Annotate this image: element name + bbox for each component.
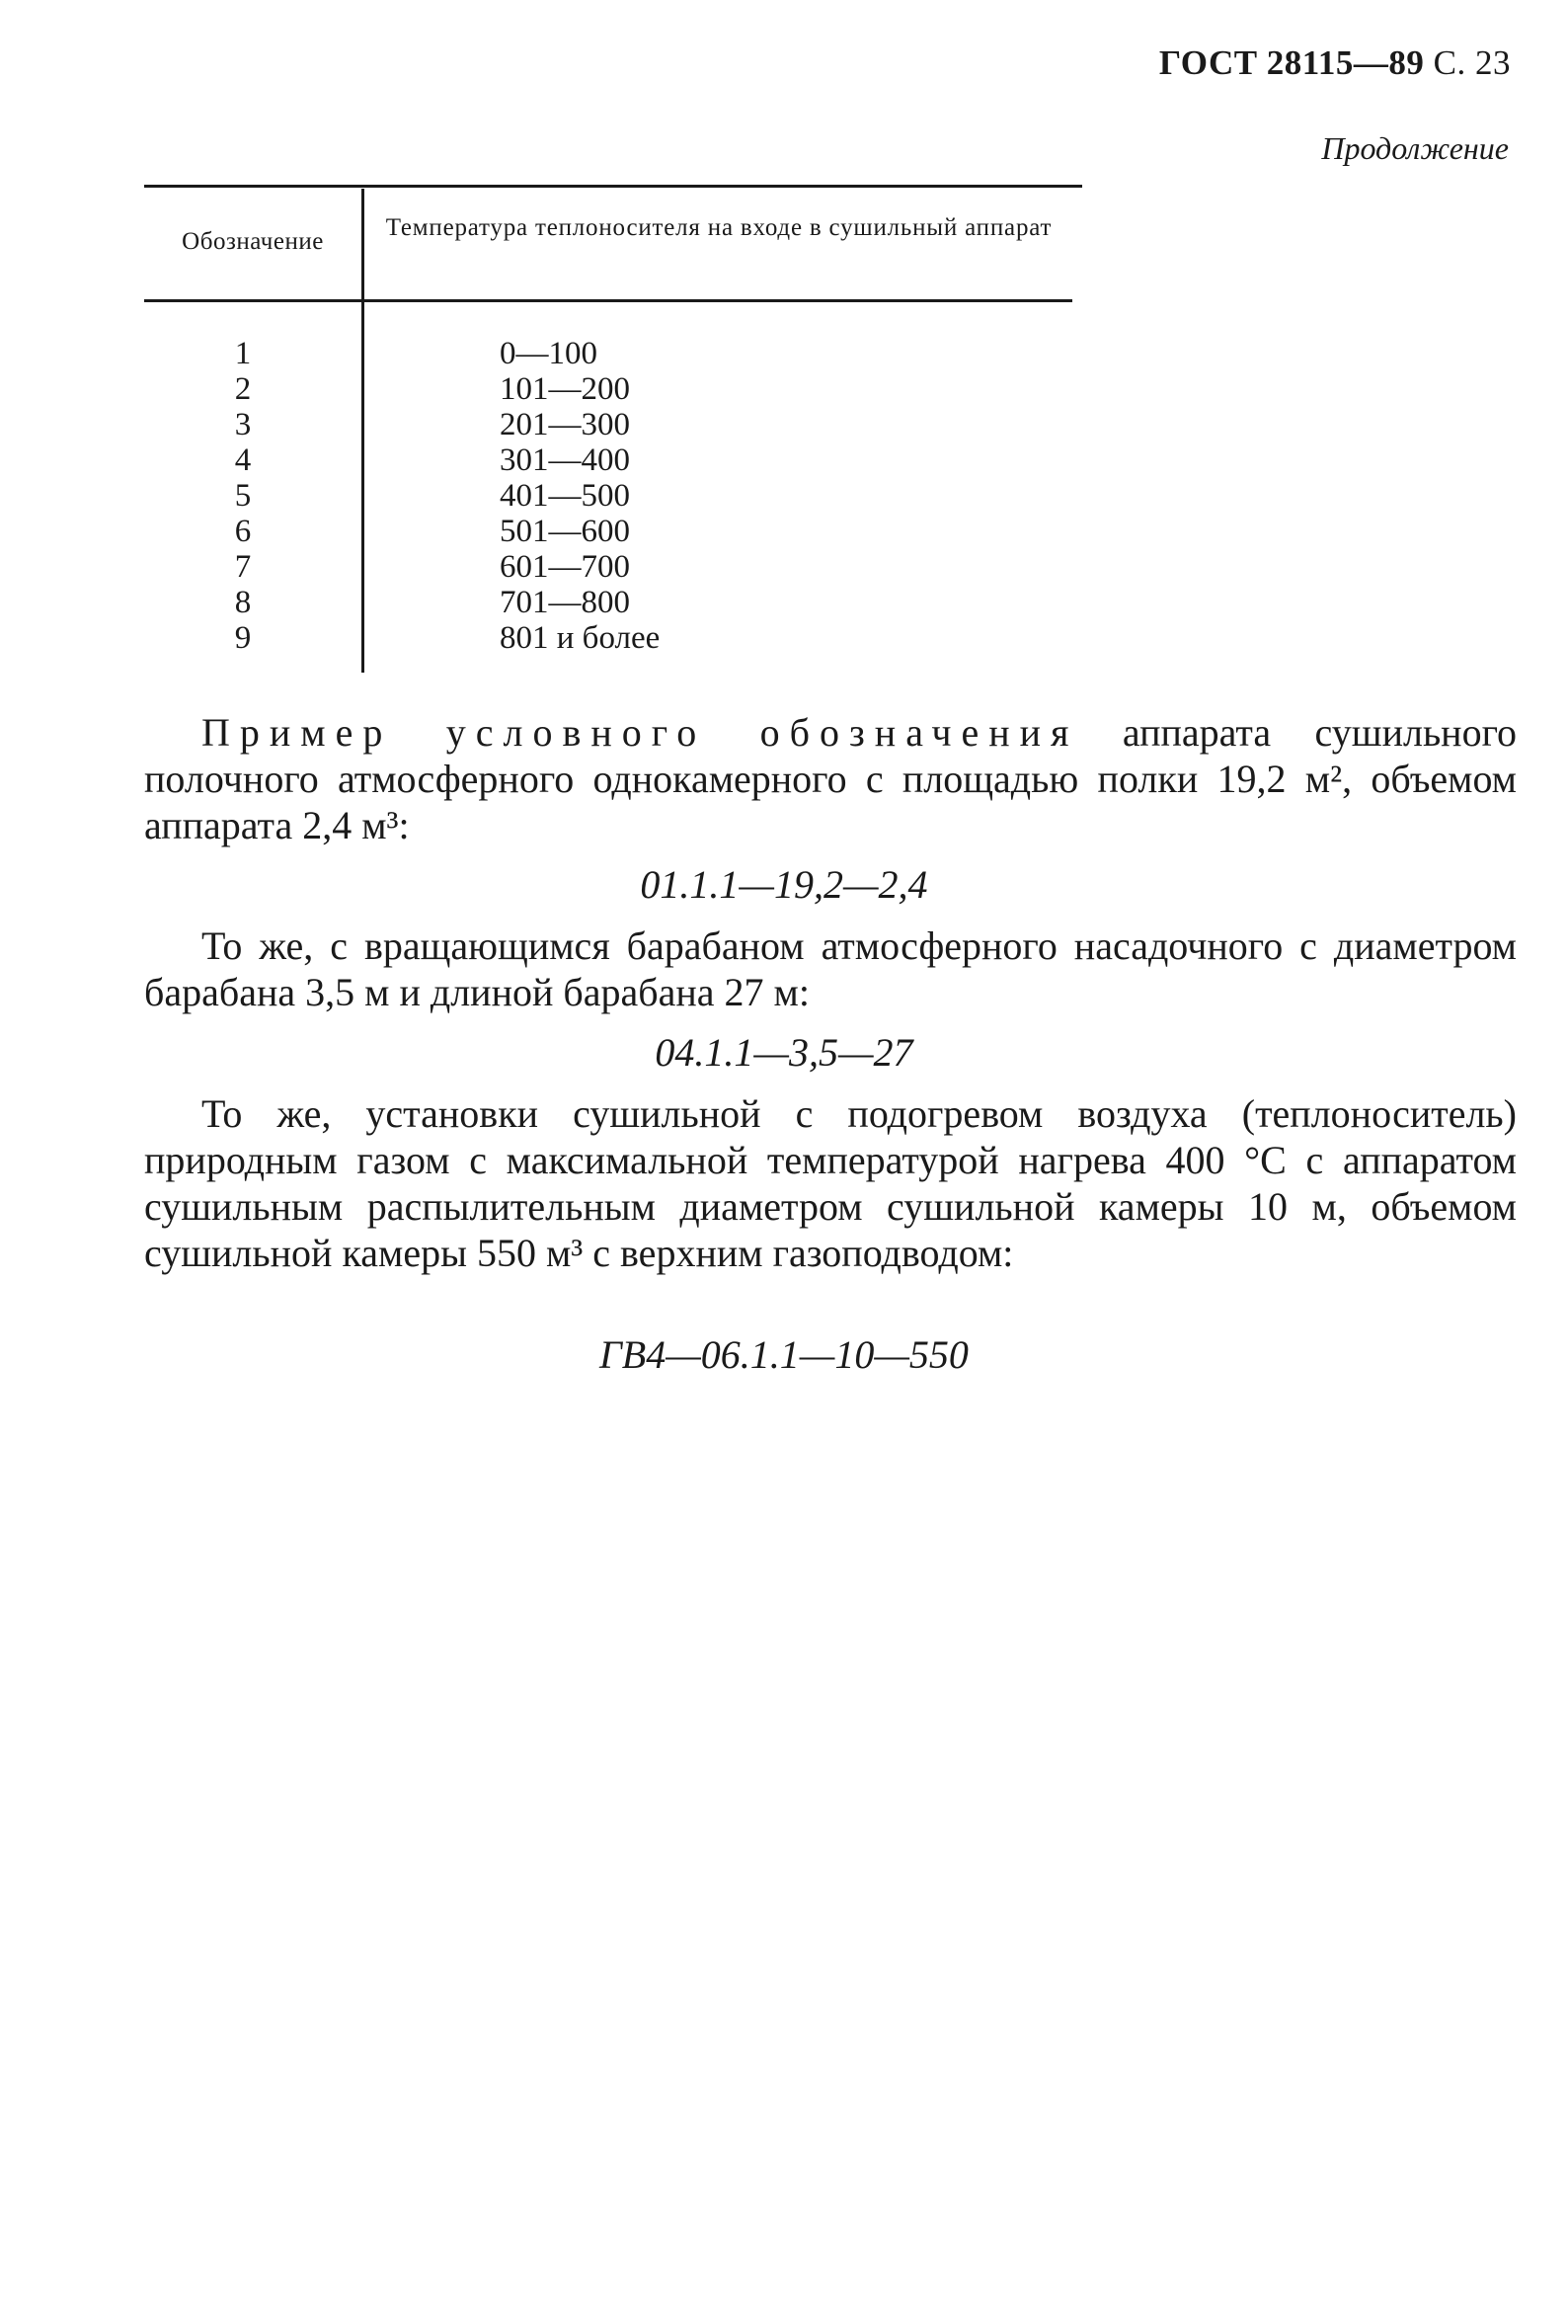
designation-formula-3: ГВ4—06.1.1—10—550 <box>599 1332 969 1377</box>
example-paragraph-3: То же, установки сушильной с подогревом воздуха (теплоноситель) природным газом с максимальной температурой нагрева 400 °С с аппаратом сушильным распылительным диаметром сушильной камеры 10 м, объемом сушильной камеры 550 м³ с верхним газоподводом: <box>144 1091 1517 1275</box>
row-range: 301—400 <box>500 442 630 478</box>
table-row <box>144 336 1072 371</box>
page-number: С. 23 <box>1433 43 1511 82</box>
row-range: 0—100 <box>500 336 597 371</box>
table-row <box>144 549 1072 585</box>
row-code: 9 <box>234 620 252 656</box>
row-code: 5 <box>234 478 252 514</box>
table-row <box>144 514 1072 549</box>
table-header-rule <box>144 299 1072 302</box>
continuation-label: Продолжение <box>1321 130 1509 166</box>
page-header <box>1159 43 1511 83</box>
row-range: 701—800 <box>500 585 630 620</box>
example-lead: Пример условного обозначения <box>201 710 1079 755</box>
row-range: 401—500 <box>500 478 630 514</box>
table-row <box>144 478 1072 514</box>
row-code: 8 <box>234 585 252 620</box>
designation-formula-2: 04.1.1—3,5—27 <box>655 1030 913 1075</box>
designation-formula-1: 01.1.1—19,2—2,4 <box>640 862 928 907</box>
table-body <box>144 336 1072 656</box>
example-text: аппарата сушильного полочного атмосферного однокамерного с площадью полки 19,2 м², объемом аппарата 2,4 м³: <box>144 710 1517 847</box>
row-range: 801 и более <box>500 620 661 656</box>
table-row <box>144 407 1072 442</box>
row-range: 201—300 <box>500 407 630 442</box>
row-range: 601—700 <box>500 549 630 585</box>
row-code: 2 <box>234 371 252 407</box>
standard-number: ГОСТ 28115—89 <box>1158 43 1425 82</box>
row-code: 4 <box>234 442 252 478</box>
row-code: 3 <box>234 407 252 442</box>
row-range: 501—600 <box>500 514 630 549</box>
table-row <box>144 585 1072 620</box>
example-paragraph-2: То же, с вращающимся барабаном атмосферного насадочного с диаметром барабана 3,5 м и длиной барабана 27 м: <box>144 923 1517 1014</box>
table-row <box>144 371 1072 407</box>
example-paragraph-1 <box>144 709 1517 848</box>
row-code: 6 <box>234 514 252 549</box>
column-header-designation: Обозначение <box>182 228 324 255</box>
table-top-rule <box>144 185 1082 188</box>
row-code: 7 <box>234 549 252 585</box>
row-range: 101—200 <box>500 371 630 407</box>
column-header-temperature: Температура теплоносителя на входе в сушильный аппарат <box>385 214 1053 241</box>
row-code: 1 <box>234 336 252 371</box>
table-row <box>144 620 1072 656</box>
table-row <box>144 442 1072 478</box>
